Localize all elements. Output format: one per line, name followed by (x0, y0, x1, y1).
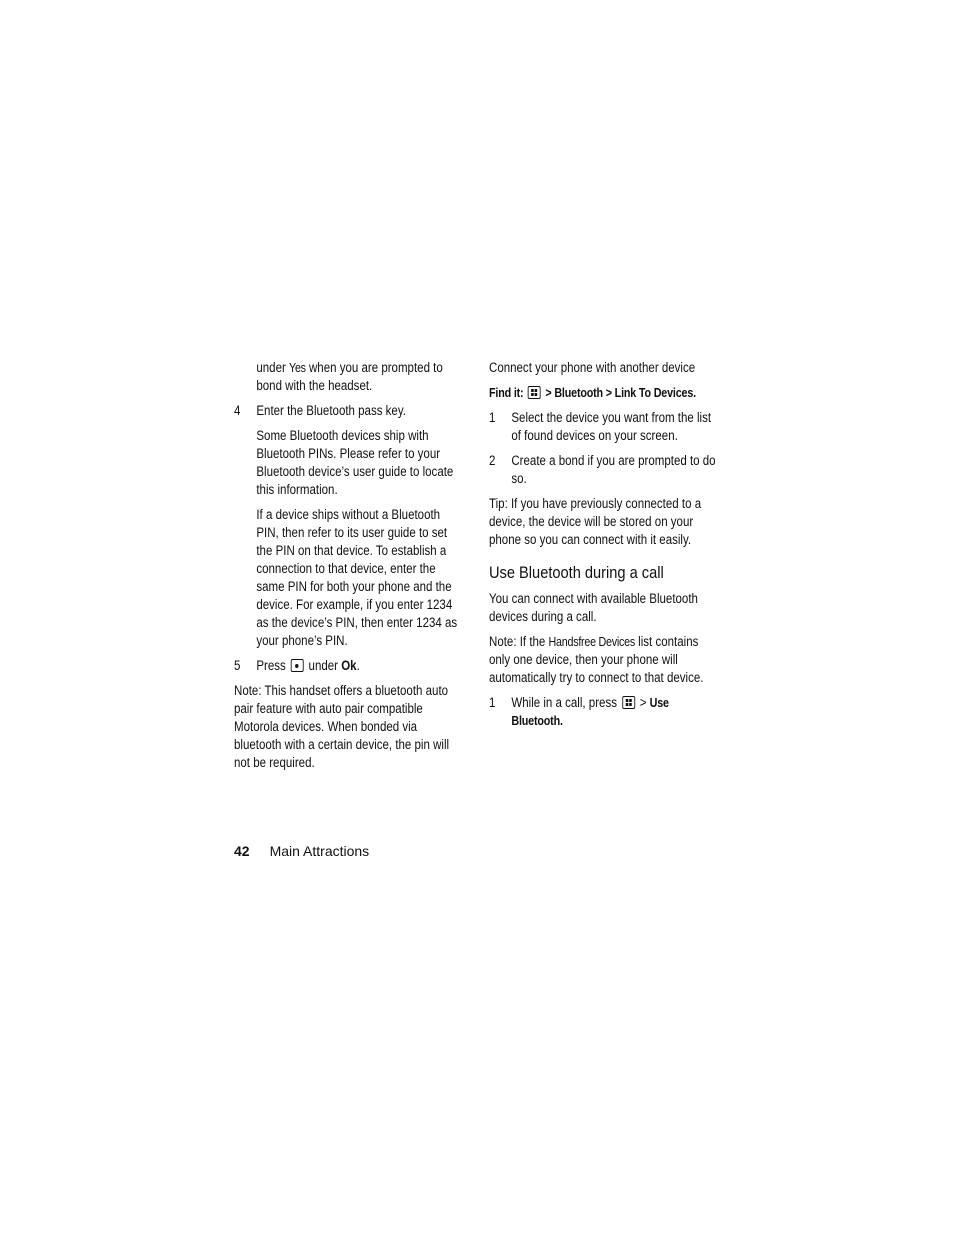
menu-key-icon (528, 386, 541, 399)
step-text: Create a bond if you are prompted to do so. (511, 453, 716, 486)
call-step-1: 1 While in a call, press > Use Bluetooth. (489, 695, 669, 728)
left-column (234, 359, 462, 779)
yes-softkey-label: Yes (289, 361, 306, 375)
step-number: 5 (234, 658, 241, 673)
step-text: Select the device you want from the list of found devices on your screen. (511, 410, 712, 443)
continued-instruction: under Yes when you are prompted to bond with the headset. (256, 360, 443, 393)
ok-softkey-label: Ok (341, 658, 357, 673)
right-column (489, 359, 721, 737)
handsfree-devices-label: Handsfree Devices (548, 635, 635, 649)
step-number: 4 (234, 403, 241, 418)
find-it-path: Find it: > Bluetooth > Link To Devices. (489, 386, 696, 400)
intro-text: Connect your phone with another device (489, 360, 696, 375)
step-5: 5 Press under Ok. (234, 658, 360, 673)
note-auto-pair: Note: This handset offers a bluetooth auto pair feature with auto pair compatible Motorola devices. When bonded via bluetooth with a certain device, the pin will not be required. (234, 683, 450, 770)
note-handsfree: Note: If the Handsfree Devices list contains only one device, then your phone will automatically try to connect to that device. (489, 634, 704, 685)
step-number: 1 (489, 410, 496, 425)
tip-text: Tip: If you have previously connected to a device, the device will be stored on your phone so you can connect with it easily. (489, 496, 702, 547)
use-bluetooth-option: Use Bluetooth. (511, 696, 669, 728)
center-select-key-icon (291, 659, 304, 672)
step-2 (489, 452, 721, 488)
step-number: 1 (489, 695, 496, 710)
section-heading: Use Bluetooth during a call (489, 563, 664, 582)
menu-key-icon (622, 696, 635, 709)
paragraph-during-call: You can connect with available Bluetooth devices during a call. (489, 591, 698, 624)
step-4 (234, 402, 462, 420)
step-number: 2 (489, 453, 496, 468)
step-text: Enter the Bluetooth pass key. (256, 403, 406, 418)
page-number: 42 (234, 843, 250, 859)
paragraph-bluetooth-pins: Some Bluetooth devices ship with Bluetooth PINs. Please refer to your Bluetooth device’s user guide to locate this information. (256, 428, 454, 497)
page-footer (234, 843, 369, 859)
step-1 (489, 409, 721, 445)
section-name: Main Attractions (269, 843, 370, 859)
paragraph-no-pin: If a device ships without a Bluetooth PIN, then refer to its user guide to set the PIN on that device. To establish a connection to that device, enter the same PIN for both your phone and the device. For example, if you enter 1234 as the device’s PIN, then enter 1234 as your phone’s PIN. (256, 507, 458, 648)
